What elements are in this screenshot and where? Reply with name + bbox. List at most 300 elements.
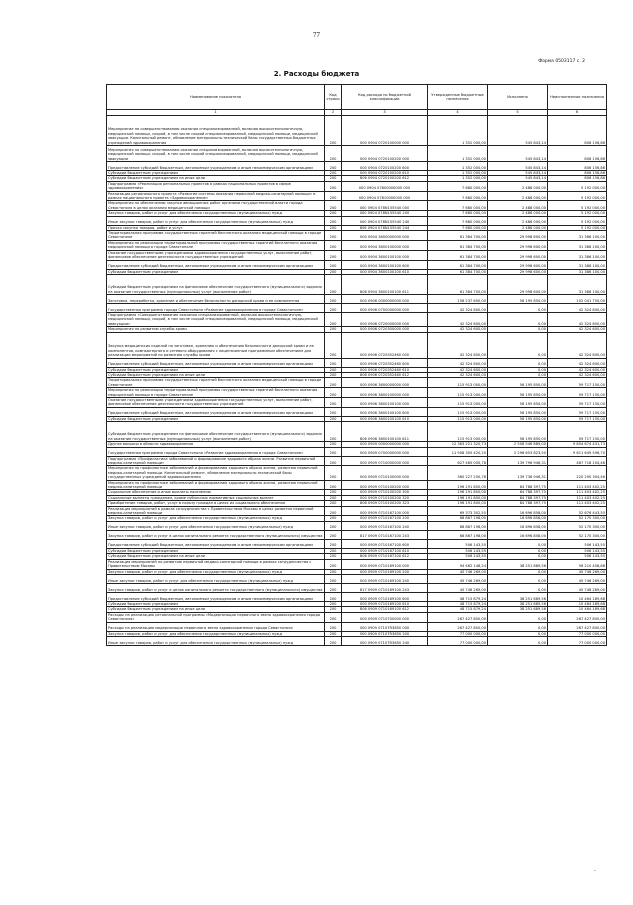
column-number: 5 [488, 110, 548, 116]
row-unexecuted: 42 324 600,00 [548, 327, 607, 332]
row-unexecuted: 31 386 100,00 [548, 269, 607, 274]
row-class-code: 000 0909 07107R3650 200 [342, 631, 428, 636]
row-unexecuted: 10 464 189,68 [548, 601, 607, 606]
row-executed: 84 788 397,75 [488, 495, 548, 500]
row-line-code: 200 [325, 388, 342, 398]
row-unexecuted: 10 464 189,68 [548, 607, 607, 612]
row-line-code: 200 [325, 201, 342, 211]
row-class-code: 000 0904 07810000000 000 [342, 191, 428, 201]
table-row [107, 530, 607, 539]
row-unexecuted: 59 717 150,00 [548, 378, 607, 388]
row-class-code: 806 0904 3600100100 611 [342, 274, 428, 294]
table-row [107, 274, 607, 294]
row-line-code: 200 [325, 574, 342, 583]
row-class-code: 000 0909 0710167100 610 [342, 548, 428, 553]
row-approved: 61 384 700,00 [428, 260, 488, 269]
table-row [107, 146, 607, 162]
row-class-code: 000 0906 3600100000 000 [342, 388, 428, 398]
header-unexecuted: Неисполненные назначения [548, 85, 607, 110]
row-executed: 38 251 689,56 [488, 592, 548, 601]
row-executed: 56 195 850,00 [488, 378, 548, 388]
row-unexecuted: 42 324 600,00 [548, 358, 607, 367]
row-line-code: 200 [325, 607, 342, 612]
row-unexecuted: 806 156,86 [548, 171, 607, 176]
row-approved: 48 715 879,24 [428, 601, 488, 606]
row-executed: 2 488 000,00 [488, 225, 548, 230]
row-line-code: 200 [325, 260, 342, 269]
row-name: Реализация регионального проекта «Развитие системы оказания первичной медико-санитарной помощи» в рамках национального проекта «Здравоохранение» [107, 191, 325, 201]
row-name: Мероприятия по совершенствованию оказания специализированной, включая высокотехнологичную, медицинской помощи, скорой, в том числе скорой специализированной, медицинской помощи, медицинской эвакуации [107, 146, 325, 162]
table-body [107, 116, 607, 646]
row-line-code: 200 [325, 367, 342, 372]
row-name: Закупка товаров, работ и услуг в целях капитального ремонта государственного (муниципального) имущества [107, 530, 325, 539]
row-executed: 38 251 689,56 [488, 559, 548, 569]
row-unexecuted: 42 324 600,00 [548, 367, 607, 372]
row-name: Субсидии бюджетным учреждениям [107, 171, 325, 176]
row-executed: 56 195 850,00 [488, 397, 548, 407]
row-executed: 2 488 000,00 [488, 191, 548, 201]
row-unexecuted: 5 192 000,00 [548, 225, 607, 230]
row-name: Субсидии бюджетным учреждениям [107, 548, 325, 553]
row-line-code: 200 [325, 554, 342, 559]
corner-mark: · [594, 868, 596, 875]
row-unexecuted: 31 386 100,00 [548, 274, 607, 294]
row-class-code: 000 0909 0710169100 200 [342, 569, 428, 574]
row-executed: 0,00 [488, 569, 548, 574]
row-executed: 0,00 [488, 631, 548, 636]
row-executed: 2 488 000,00 [488, 211, 548, 216]
table-row [107, 636, 607, 645]
row-unexecuted: 31 386 100,00 [548, 240, 607, 250]
row-line-code: 200 [325, 612, 342, 622]
row-executed: 2 488 000,00 [488, 216, 548, 225]
row-line-code: 200 [325, 559, 342, 569]
table-row [107, 116, 607, 146]
row-name: Закупка товаров, работ и услуг в целях капитального ремонта государственного (муниципального) имущества [107, 583, 325, 592]
row-approved: 42 324 600,00 [428, 327, 488, 332]
row-name: Социальное обеспечение и иные выплаты населению [107, 490, 325, 495]
row-unexecuted: 42 324 600,00 [548, 372, 607, 377]
row-unexecuted: 5 192 000,00 [548, 191, 607, 201]
row-line-code: 200 [325, 516, 342, 521]
row-executed: 38 251 689,56 [488, 601, 548, 606]
row-class-code: 000 0906 3600000000 000 [342, 378, 428, 388]
table-row [107, 358, 607, 367]
row-line-code: 200 [325, 231, 342, 241]
table-row [107, 559, 607, 569]
table-row [107, 378, 607, 388]
row-line-code: 200 [325, 407, 342, 416]
row-unexecuted: 806 156,86 [548, 146, 607, 162]
row-approved: 196 191 800,00 [428, 495, 488, 500]
row-name: Другие вопросы в области здравоохранения [107, 442, 325, 447]
row-approved: 45 746 269,00 [428, 583, 488, 592]
row-executed: 0,00 [488, 583, 548, 592]
row-executed: 0,00 [488, 574, 548, 583]
row-line-code: 200 [325, 466, 342, 480]
row-executed: 545 843,14 [488, 162, 548, 171]
row-line-code: 200 [325, 303, 342, 312]
table-row [107, 422, 607, 442]
row-unexecuted: 506 143,55 [548, 548, 607, 553]
row-name: Иные закупки товаров, работ и услуг для обеспечения государственных (муниципальных) нужд [107, 521, 325, 530]
row-executed: 0,00 [488, 636, 548, 645]
row-line-code: 200 [325, 416, 342, 421]
row-line-code: 200 [325, 548, 342, 553]
row-class-code: 000 0906 0720000000 000 [342, 312, 428, 326]
table-row [107, 622, 607, 631]
row-approved: 115 913 000,00 [428, 378, 488, 388]
row-name: Мероприятия по развитию службы крови [107, 327, 325, 332]
row-executed: 56 195 850,00 [488, 416, 548, 421]
row-executed: 84 788 397,75 [488, 490, 548, 495]
row-name: Подпрограмма «Реализация региональных проектов в рамках национальных проектов в сфере здравоохранения» [107, 181, 325, 191]
row-name: Мероприятия по реализации территориальной программы государственных гарантий бесплатного оказания медицинской помощи в городе Севастополе [107, 240, 325, 250]
row-line-code: 200 [325, 269, 342, 274]
row-approved: 11 908 305 420,20 [428, 447, 488, 456]
row-name: Приобретение товаров, работ, услуг в пользу граждан в целях их социального обеспечения [107, 501, 325, 506]
row-class-code: 000 0906 0720352460 000 [342, 332, 428, 358]
row-unexecuted: 45 746 269,00 [548, 569, 607, 574]
row-executed: 29 998 600,00 [488, 269, 548, 274]
row-unexecuted: 267 427 800,00 [548, 612, 607, 622]
row-class-code: 806 0906 0720352460 612 [342, 372, 428, 377]
row-executed: 16 696 858,00 [488, 506, 548, 516]
row-line-code: 200 [325, 171, 342, 176]
row-unexecuted: 59 717 150,00 [548, 422, 607, 442]
table-row [107, 260, 607, 269]
row-unexecuted: 52 170 300,00 [548, 521, 607, 530]
row-unexecuted: 52 170 300,00 [548, 530, 607, 539]
row-approved: 7 680 000,00 [428, 181, 488, 191]
row-class-code: 000 0909 0710167100 240 [342, 521, 428, 530]
row-unexecuted: 45 746 269,00 [548, 574, 607, 583]
row-name: Субсидии бюджетным учреждениям [107, 269, 325, 274]
row-executed: 29 998 600,00 [488, 240, 548, 250]
row-executed: 0,00 [488, 622, 548, 631]
header-class-code: Код расхода по бюджетной классификации [342, 85, 428, 110]
row-class-code: 000 0909 0710169100 240 [342, 574, 428, 583]
row-name: Расходы на реализацию модернизации первичного звена здравоохранения города Севастополя [107, 622, 325, 631]
row-line-code: 200 [325, 583, 342, 592]
row-name: Субсидии бюджетным учреждениям на финансовое обеспечение государственного (муниципального) задания на оказание государственных (муниципальных) услуг (выполнение работ) [107, 422, 325, 442]
row-approved: 77 000 000,00 [428, 631, 488, 636]
row-line-code: 200 [325, 250, 342, 260]
row-approved: 115 913 000,00 [428, 388, 488, 398]
row-executed: 139 736 946,31 [488, 466, 548, 480]
row-name: Оказание государственными учреждениями здравоохранения государственных услуг, выполнение работ, финансовое обеспечение деятельности государственных учреждений [107, 397, 325, 407]
row-name: Государственная программа города Севастополя «Развитие здравоохранения в городе Севастополе» [107, 303, 325, 312]
row-class-code: 000 0904 3600100000 000 [342, 240, 428, 250]
table-row [107, 574, 607, 583]
row-name: Субсидии бюджетным учреждениям [107, 601, 325, 606]
table-row [107, 612, 607, 622]
row-name: Подпрограмма «Профилактика заболеваний и формирование здорового образа жизни. Развитие первичной медико-санитарной помощи» [107, 456, 325, 466]
row-unexecuted: 220 290 304,46 [548, 466, 607, 480]
row-name: Оказание государственными учреждениями здравоохранения государственных услуг, выполнение работ, финансовое обеспечение деятельности государственных учреждений [107, 250, 325, 260]
table-row [107, 456, 607, 466]
row-approved: 48 715 879,24 [428, 607, 488, 612]
row-approved: 42 324 600,00 [428, 367, 488, 372]
row-line-code: 200 [325, 422, 342, 442]
row-executed: 56 195 850,00 [488, 388, 548, 398]
row-unexecuted: 9 611 649 596,70 [548, 447, 607, 456]
row-name: Мероприятия по обеспечению закупки авиационных работ органами государственной власти города Севастополя в целях оказания медицинской помощи [107, 201, 325, 211]
row-name: Субсидии бюджетным учреждениям [107, 367, 325, 372]
row-approved: 42 324 600,00 [428, 303, 488, 312]
row-unexecuted: 52 676 443,55 [548, 506, 607, 516]
row-approved: 68 867 198,00 [428, 521, 488, 530]
row-name: Предоставление субсидий бюджетным, автономным учреждениям и иным некоммерческим организациям [107, 162, 325, 171]
row-line-code: 200 [325, 181, 342, 191]
row-approved: 68 867 198,00 [428, 516, 488, 521]
row-class-code: 000 0909 0710169100 000 [342, 559, 428, 569]
row-executed: 0,00 [488, 367, 548, 372]
row-line-code: 200 [325, 332, 342, 358]
row-class-code: 000 0909 0000000000 000 [342, 442, 428, 447]
row-executed: 545 843,14 [488, 171, 548, 176]
row-executed: 0,00 [488, 539, 548, 548]
row-approved: 45 746 269,00 [428, 569, 488, 574]
row-approved: 69 373 302,55 [428, 506, 488, 516]
row-approved: 7 680 000,00 [428, 216, 488, 225]
expenses-table [106, 84, 607, 646]
row-line-code: 200 [325, 191, 342, 201]
row-class-code: 000 0909 0710100200 320 [342, 495, 428, 500]
row-approved: 61 384 700,00 [428, 250, 488, 260]
row-approved: 7 680 000,00 [428, 201, 488, 211]
row-line-code: 200 [325, 372, 342, 377]
row-name: Мероприятия по профилактике заболеваний и формированию здорового образа жизни, развитию первичной медико-санитарной помощи [107, 480, 325, 490]
row-executed: 56 195 850,00 [488, 422, 548, 442]
row-approved: 45 746 269,00 [428, 574, 488, 583]
row-executed: 29 998 600,00 [488, 250, 548, 260]
row-executed: 29 998 600,00 [488, 231, 548, 241]
row-line-code: 200 [325, 490, 342, 495]
row-name: Реализация мероприятий по развитию первичной медико-санитарной помощи в рамках сотрудничества с Правительством Москвы [107, 559, 325, 569]
row-class-code: 000 0909 07107R3650 240 [342, 636, 428, 645]
table-row [107, 539, 607, 548]
table-row [107, 521, 607, 530]
row-line-code: 200 [325, 274, 342, 294]
row-executed: 29 998 600,00 [488, 260, 548, 269]
row-class-code: 000 0909 0710700000 000 [342, 612, 428, 622]
row-class-code: 000 0906 0720352460 600 [342, 358, 428, 367]
row-unexecuted: 111 403 402,25 [548, 501, 607, 506]
header-approved: Утвержденные бюджетные назначения [428, 85, 488, 110]
row-line-code: 200 [325, 622, 342, 631]
row-executed: 0,00 [488, 554, 548, 559]
row-class-code: 000 0909 0710169100 600 [342, 592, 428, 601]
row-executed: 0,00 [488, 358, 548, 367]
column-number: 6 [548, 110, 607, 116]
row-unexecuted: 102 041 750,00 [548, 294, 607, 303]
row-class-code: 000 0909 0710167100 600 [342, 539, 428, 548]
row-approved: 506 143,55 [428, 548, 488, 553]
row-class-code: 000 0909 0710167100 000 [342, 506, 428, 516]
row-approved: 267 427 800,00 [428, 612, 488, 622]
row-executed: 2 488 000,00 [488, 201, 548, 211]
row-approved: 506 143,55 [428, 554, 488, 559]
row-class-code: 000 0904 0720100200 600 [342, 162, 428, 171]
row-executed: 0,00 [488, 548, 548, 553]
row-line-code: 200 [325, 294, 342, 303]
row-name: Предоставление субсидий бюджетным, автономным учреждениям и иным некоммерческим организациям [107, 407, 325, 416]
table-row [107, 216, 607, 225]
row-approved: 506 143,55 [428, 539, 488, 548]
row-class-code: 000 0904 3600100100 600 [342, 260, 428, 269]
row-approved: 1 352 000,00 [428, 146, 488, 162]
row-name: Закупка медицинских изделий по заготовке, хранению и обеспечению безопасности донорской крови и ее компонентов, компьютерного и сетевого оборудования с лицензионным программным обеспечением для реализации мероприятий по развитию службы крови [107, 332, 325, 358]
column-number: 3 [342, 110, 428, 116]
row-executed: 0,00 [488, 327, 548, 332]
row-line-code: 200 [325, 216, 342, 225]
row-class-code: 817 0909 0710167100 243 [342, 530, 428, 539]
row-approved: 627 465 050,78 [428, 456, 488, 466]
row-class-code: 806 0909 0710167100 612 [342, 554, 428, 559]
row-class-code: 000 0906 0720300000 000 [342, 327, 428, 332]
row-approved: 42 324 600,00 [428, 372, 488, 377]
row-line-code: 200 [325, 601, 342, 606]
row-class-code: 000 0904 3600100100 610 [342, 269, 428, 274]
row-unexecuted: 42 324 600,00 [548, 312, 607, 326]
row-line-code: 200 [325, 506, 342, 516]
row-name: Предоставление субсидий бюджетным, автономным учреждениям и иным некоммерческим организациям [107, 539, 325, 548]
row-line-code: 200 [325, 569, 342, 574]
table-row [107, 303, 607, 312]
header-executed: Исполнено [488, 85, 548, 110]
row-approved: 1 352 000,00 [428, 176, 488, 181]
row-line-code: 200 [325, 636, 342, 645]
row-line-code: 200 [325, 378, 342, 388]
row-unexecuted: 806 156,86 [548, 176, 607, 181]
page-title: 2. Расходы бюджета [273, 70, 360, 78]
row-executed: 2 488 000,00 [488, 181, 548, 191]
row-approved: 61 384 700,00 [428, 240, 488, 250]
row-line-code: 200 [325, 442, 342, 447]
row-unexecuted: 42 324 600,00 [548, 303, 607, 312]
row-unexecuted: 59 717 150,00 [548, 388, 607, 398]
row-name: Прочая закупка товаров, работ и услуг [107, 225, 325, 230]
row-executed: 0,00 [488, 332, 548, 358]
row-unexecuted: 506 143,55 [548, 554, 607, 559]
row-unexecuted: 111 403 402,25 [548, 490, 607, 495]
row-unexecuted: 806 156,86 [548, 162, 607, 171]
row-unexecuted: 9 854 674 431,73 [548, 442, 607, 447]
row-class-code: 817 0909 0710169100 243 [342, 583, 428, 592]
row-line-code: 200 [325, 240, 342, 250]
row-unexecuted: 56 210 458,68 [548, 559, 607, 569]
row-line-code: 200 [325, 358, 342, 367]
row-class-code: 000 0909 0700000000 000 [342, 447, 428, 456]
row-unexecuted: 59 717 150,00 [548, 416, 607, 421]
row-unexecuted: 77 000 000,00 [548, 631, 607, 636]
row-class-code: 000 0904 078N155540 000 [342, 201, 428, 211]
row-unexecuted: 42 324 600,00 [548, 332, 607, 358]
table-row [107, 447, 607, 456]
table-row [107, 480, 607, 490]
row-approved: 158 237 600,00 [428, 294, 488, 303]
row-executed: 545 843,14 [488, 116, 548, 146]
row-line-code: 200 [325, 116, 342, 146]
row-executed: 545 843,14 [488, 146, 548, 162]
row-approved: 7 680 000,00 [428, 191, 488, 201]
row-approved: 61 384 700,00 [428, 269, 488, 274]
row-executed: 56 195 850,00 [488, 294, 548, 303]
table-row [107, 191, 607, 201]
row-name: Субсидии бюджетным учреждениям [107, 416, 325, 421]
row-name: Субсидии бюджетным учреждениям на иные цели [107, 176, 325, 181]
row-unexecuted: 111 403 402,25 [548, 495, 607, 500]
row-name: Территориальная программа государственных гарантий бесплатного оказания медицинской помощи в городе Севастополе [107, 378, 325, 388]
row-approved: 115 913 000,00 [428, 416, 488, 421]
row-executed: 56 195 850,00 [488, 407, 548, 416]
row-approved: 42 324 600,00 [428, 358, 488, 367]
table-row [107, 181, 607, 191]
row-class-code: 000 0904 078N155540 200 [342, 211, 428, 216]
row-name: Закупка товаров, работ и услуг для обеспечения государственных (муниципальных) нужд [107, 211, 325, 216]
row-executed: 0,00 [488, 312, 548, 326]
row-approved: 42 324 600,00 [428, 332, 488, 358]
page-number: 77 [313, 31, 320, 39]
row-unexecuted: 31 386 100,00 [548, 231, 607, 241]
row-class-code: 000 0904 07800000000 000 [342, 181, 428, 191]
row-approved: 196 191 800,00 [428, 501, 488, 506]
row-approved: 42 324 600,00 [428, 312, 488, 326]
row-executed: 0,00 [488, 612, 548, 622]
row-approved: 94 462 148,24 [428, 559, 488, 569]
row-executed: 0,00 [488, 303, 548, 312]
row-name: Закупка товаров, работ и услуг для обеспечения государственных (муниципальных) нужд [107, 516, 325, 521]
row-unexecuted: 5 192 000,00 [548, 201, 607, 211]
row-executed: 38 251 689,56 [488, 607, 548, 612]
row-line-code: 200 [325, 530, 342, 539]
row-name: Мероприятие по совершенствованию оказания специализированной, включая высокотехнологичную, медицинской помощи, скорой, в том числе скорой специализированной, медицинской помощи, медицинской эвакуации. Капитальный ремонт, обновление материально-технической базы государственных бюджетных учреждений здравоохранения [107, 116, 325, 146]
row-name: Социальные выплаты гражданам, кроме публичных нормативных социальных выплат [107, 495, 325, 500]
row-class-code: 806 0904 078N155540 244 [342, 225, 428, 230]
row-approved: 61 384 700,00 [428, 231, 488, 241]
row-line-code: 200 [325, 176, 342, 181]
row-approved: 196 191 800,00 [428, 480, 488, 490]
row-name: Реализация мероприятий в рамках сотрудничества с Правительством Москвы в целях развития первичной медико-санитарной помощи [107, 506, 325, 516]
row-class-code: 000 0909 0710100000 000 [342, 466, 428, 480]
row-name: Территориальная программа государственных гарантий бесплатного оказания медицинской помощи в городе Севастополе [107, 231, 325, 241]
row-class-code: 000 0906 3600100100 000 [342, 397, 428, 407]
row-class-code: 000 0906 0000000000 000 [342, 294, 428, 303]
row-line-code: 200 [325, 592, 342, 601]
header-line-code: Код строки [325, 85, 342, 110]
row-line-code: 200 [325, 631, 342, 636]
row-executed: 0,00 [488, 372, 548, 377]
row-line-code: 200 [325, 447, 342, 456]
row-executed: 2 508 546 889,00 [488, 442, 548, 447]
row-line-code: 200 [325, 521, 342, 530]
table-row [107, 583, 607, 592]
row-class-code: 000 0906 0720352460 610 [342, 367, 428, 372]
row-class-code: 000 0906 3600100100 600 [342, 407, 428, 416]
row-unexecuted: 806 156,86 [548, 116, 607, 146]
row-unexecuted: 52 170 300,00 [548, 516, 607, 521]
row-unexecuted: 31 386 100,00 [548, 260, 607, 269]
row-unexecuted: 5 192 000,00 [548, 211, 607, 216]
header-name: Наименование показателя [107, 85, 325, 110]
column-number: 4 [428, 110, 488, 116]
table-row [107, 294, 607, 303]
row-approved: 360 227 250,78 [428, 466, 488, 480]
table-row [107, 250, 607, 260]
table-row [107, 312, 607, 326]
table-row [107, 407, 607, 416]
